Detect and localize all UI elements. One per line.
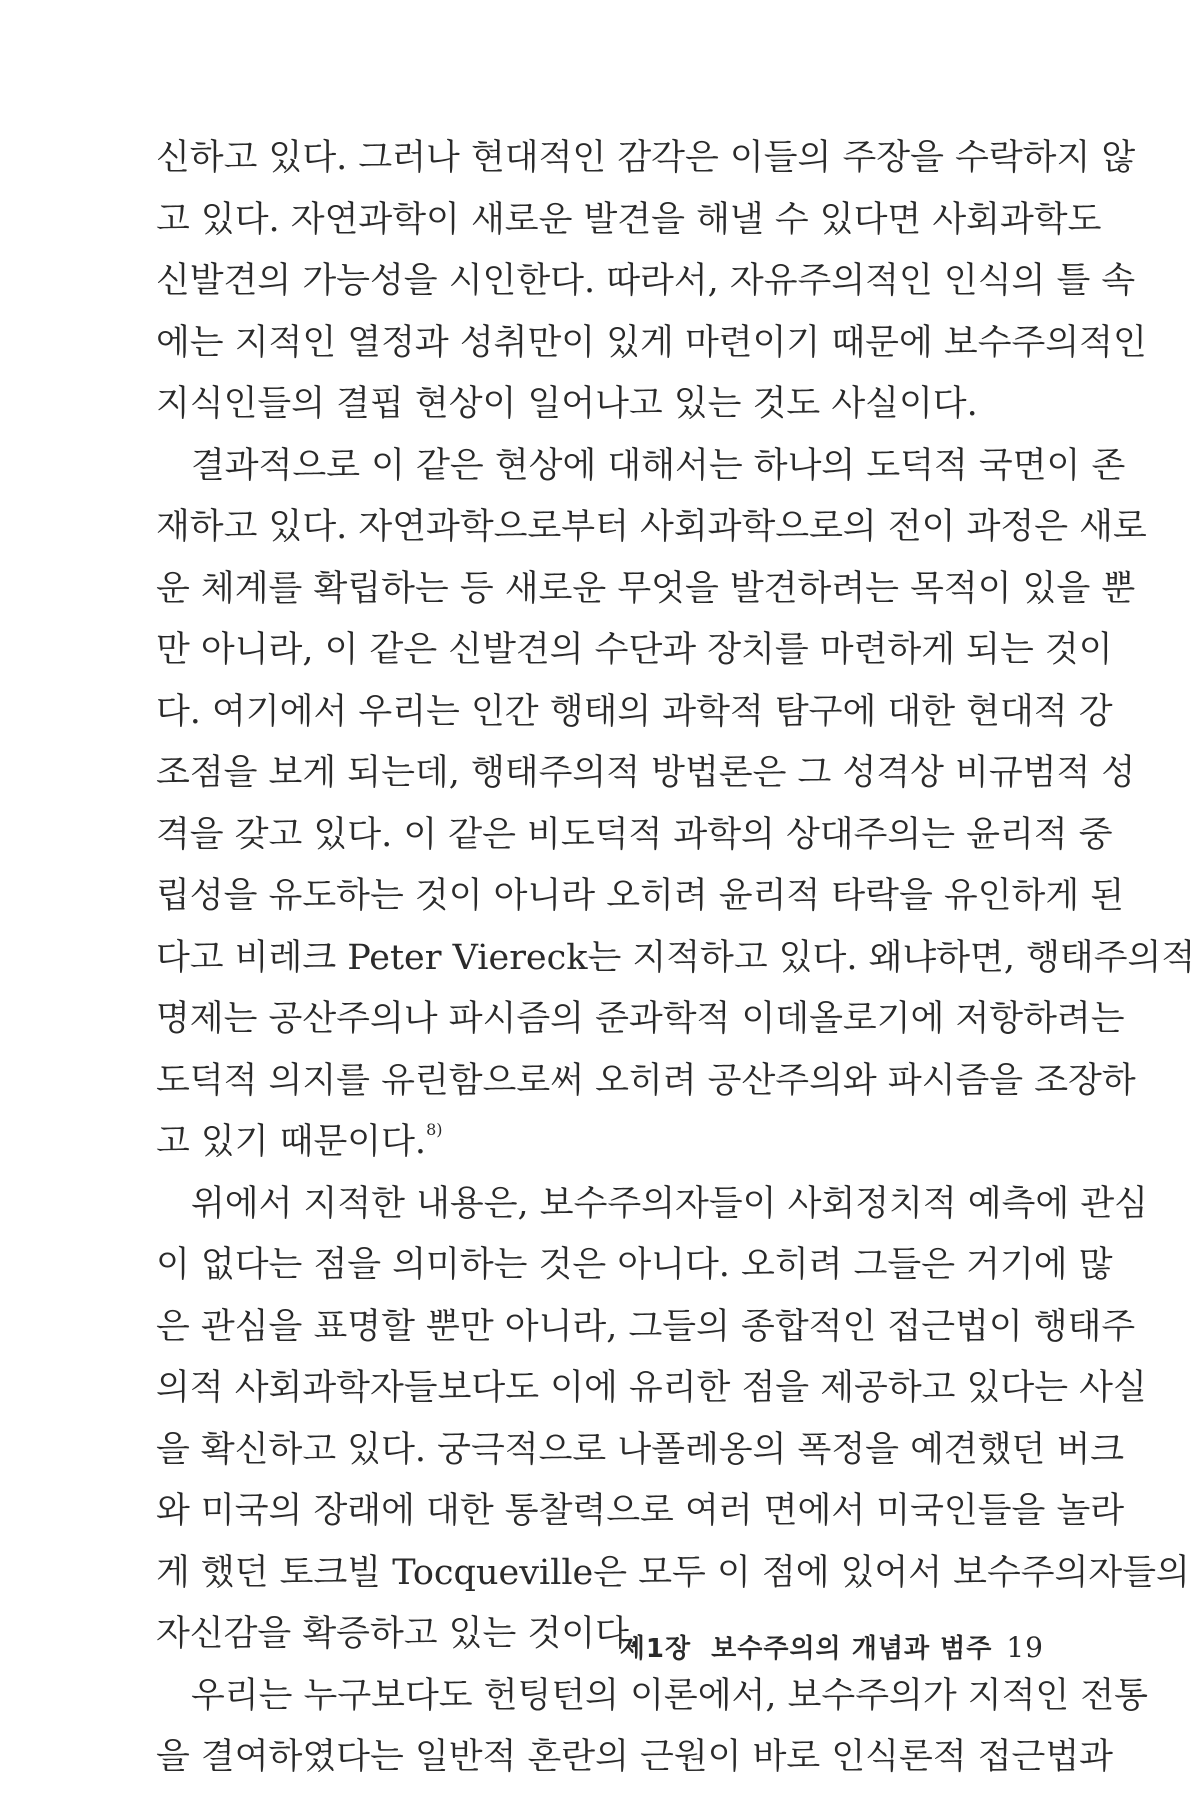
text-line: 우리는 누구보다도 헌팅턴의 이론에서, 보수주의가 지적인 전통 — [191, 1675, 1148, 1716]
body-text — [156, 128, 1196, 1789]
text-line: 에는 지적인 열정과 성취만이 있게 마련이기 때문에 보수주의적인 — [156, 322, 1147, 363]
footnote-ref[interactable]: 8) — [426, 1120, 443, 1139]
text-line: 자신감을 확증하고 있는 것이다. — [156, 1614, 641, 1654]
text-line: 명제는 공산주의나 파시즘의 준과학적 이데올로기에 저항하려는 — [156, 999, 1125, 1039]
footer-chapter-title: 보수주의의 개념과 범주 — [711, 1634, 993, 1664]
text-line: 만 아니라, 이 같은 신발견의 수단과 장치를 마련하게 되는 것이 — [156, 630, 1113, 670]
page-footer — [620, 1628, 1044, 1665]
text-line: 다고 비레크 Peter Viereck는 지적하고 있다. 왜냐하면, 행태주의적 — [156, 937, 1196, 978]
text-line: 와 미국의 장래에 대한 통찰력으로 여러 면에서 미국인들을 놀라 — [156, 1491, 1125, 1531]
text-line: 신하고 있다. 그러나 현대적인 감각은 이들의 주장을 수락하지 않 — [156, 138, 1136, 178]
text-line: 립성을 유도하는 것이 아니라 오히려 윤리적 타락을 유인하게 된 — [156, 876, 1125, 916]
text-line-content: 고 있기 때문이다. — [156, 1122, 427, 1162]
text-line: 운 체계를 확립하는 등 새로운 무엇을 발견하려는 목적이 있을 뿐 — [156, 568, 1136, 609]
text-line: 신발견의 가능성을 시인한다. 따라서, 자유주의적인 인식의 틀 속 — [156, 261, 1136, 301]
text-line: 의적 사회과학자들보다도 이에 유리한 점을 제공하고 있다는 사실 — [156, 1368, 1147, 1408]
text-line: 은 관심을 표명할 뿐만 아니라, 그들의 종합적인 접근법이 행태주 — [156, 1306, 1136, 1347]
text-line: 이 없다는 점을 의미하는 것은 아니다. 오히려 그들은 거기에 많 — [156, 1245, 1113, 1285]
footer-chapter: 제1장 — [619, 1634, 692, 1664]
text-line — [156, 1112, 1044, 1174]
text-line: 을 확신하고 있다. 궁극적으로 나폴레옹의 폭정을 예견했던 버크 — [156, 1429, 1125, 1470]
text-line: 게 했던 토크빌 Tocqueville은 모두 이 점에 있어서 보수주의자들의 — [156, 1552, 1190, 1593]
text-line: 격을 갖고 있다. 이 같은 비도덕적 과학의 상대주의는 윤리적 중 — [156, 814, 1113, 855]
text-line: 고 있다. 자연과학이 새로운 발견을 해낼 수 있다면 사회과학도 — [156, 199, 1102, 240]
text-line: 위에서 지적한 내용은, 보수주의자들이 사회정치적 예측에 관심 — [191, 1183, 1148, 1224]
text-line: 지식인들의 결핍 현상이 일어나고 있는 것도 사실이다. — [156, 384, 978, 424]
text-line: 도덕적 의지를 유린함으로써 오히려 공산주의와 파시즘을 조장하 — [156, 1060, 1136, 1101]
text-line: 을 결여하였다는 일반적 혼란의 근원이 바로 인식론적 접근법과 — [156, 1737, 1113, 1777]
text-line: 결과적으로 이 같은 현상에 대해서는 하나의 도덕적 국면이 존 — [191, 445, 1126, 486]
text-line: 다. 여기에서 우리는 인간 행태의 과학적 탐구에 대한 현대적 강 — [156, 691, 1113, 732]
page-number: 19 — [1006, 1631, 1044, 1664]
text-line: 조점을 보게 되는데, 행태주의적 방법론은 그 성격상 비규범적 성 — [156, 753, 1136, 793]
text-line: 재하고 있다. 자연과학으로부터 사회과학으로의 전이 과정은 새로 — [156, 507, 1147, 547]
